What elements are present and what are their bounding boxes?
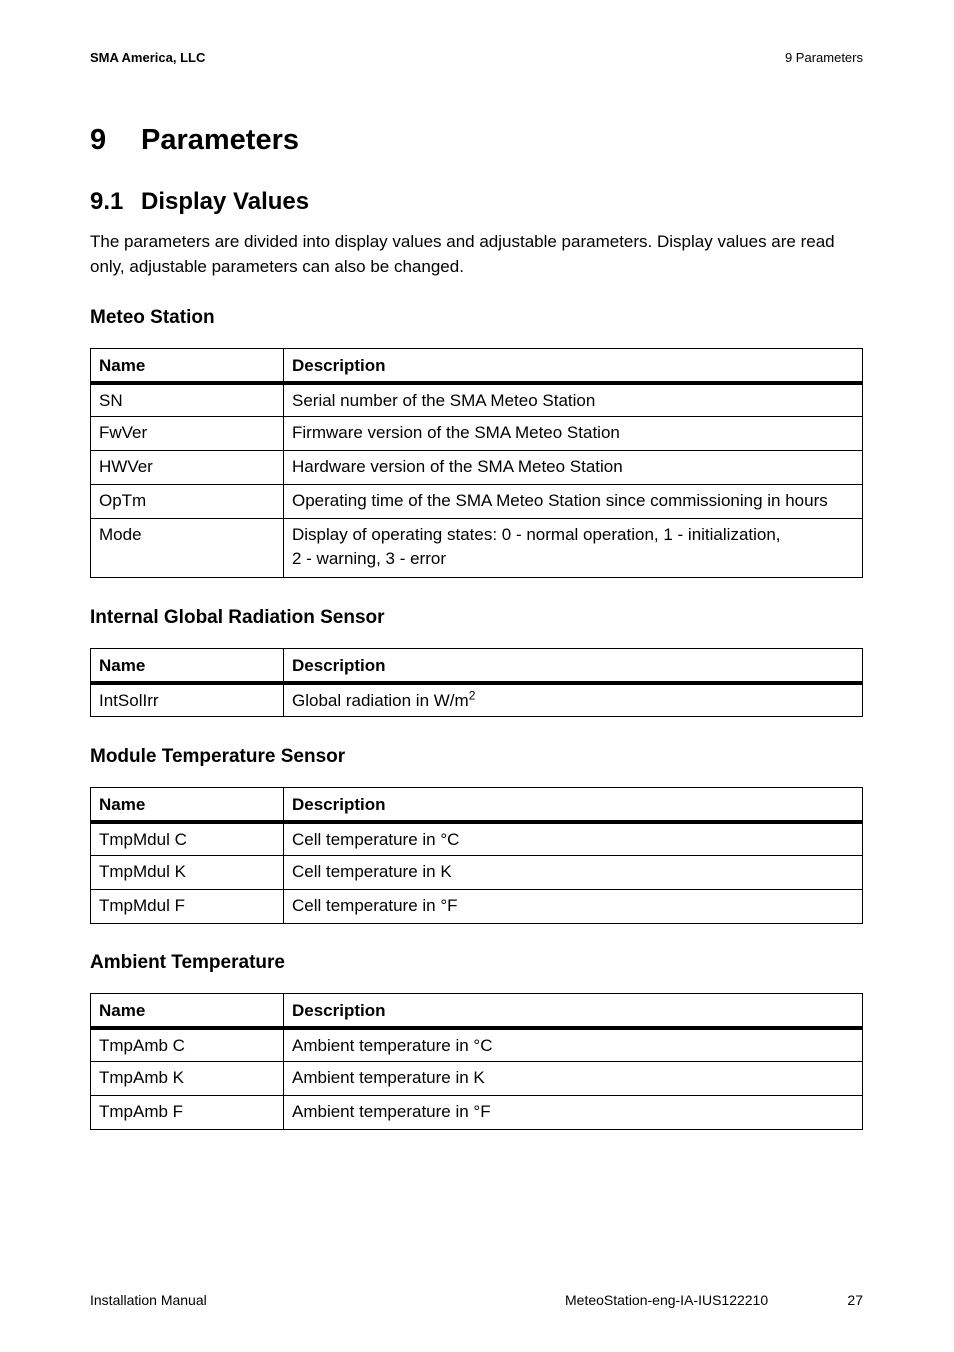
table-row	[91, 822, 863, 856]
table-header-row	[91, 649, 863, 683]
param-name: HWVer	[91, 451, 284, 485]
header-company: SMA America, LLC	[90, 50, 206, 65]
intro-paragraph: The parameters are divided into display values and adjustable parameters. Display values are read only, adjustable parameters can also be changed.	[90, 232, 835, 276]
param-name: IntSolIrr	[91, 683, 284, 717]
section-number: 9.1	[90, 188, 124, 215]
param-desc-text: Global radiation in W/m	[292, 690, 469, 710]
col-name-header: Name	[91, 788, 284, 822]
param-desc: Cell temperature in °C	[284, 822, 863, 856]
col-desc-header: Description	[284, 994, 863, 1028]
table-row	[91, 856, 863, 890]
param-desc: Serial number of the SMA Meteo Station	[284, 383, 863, 417]
section-title: Display Values	[141, 188, 310, 215]
section-heading	[90, 188, 309, 216]
param-name: TmpMdul F	[91, 890, 284, 924]
col-name-header: Name	[91, 649, 284, 683]
col-desc-header: Description	[284, 349, 863, 383]
footer-doc-id: MeteoStation-eng-IA-IUS122210	[565, 1292, 769, 1308]
table-row	[91, 519, 863, 578]
param-desc: Hardware version of the SMA Meteo Station	[284, 451, 863, 485]
param-name: TmpMdul C	[91, 822, 284, 856]
radiation-heading: Internal Global Radiation Sensor	[90, 607, 385, 628]
param-name: SN	[91, 383, 284, 417]
table-header-row	[91, 349, 863, 383]
chapter-title: Parameters	[141, 124, 299, 156]
ambient-heading: Ambient Temperature	[90, 952, 285, 973]
chapter-heading	[90, 124, 299, 157]
table-row	[91, 1028, 863, 1062]
table-header-row	[91, 994, 863, 1028]
param-desc: Ambient temperature in K	[284, 1062, 863, 1096]
param-desc: Ambient temperature in °C	[284, 1028, 863, 1062]
table-header-row	[91, 788, 863, 822]
param-desc	[284, 519, 863, 578]
param-name: TmpAmb C	[91, 1028, 284, 1062]
table-row	[91, 683, 863, 717]
header-section: 9 Parameters	[784, 50, 863, 65]
table-row	[91, 890, 863, 924]
chapter-number: 9	[90, 124, 107, 156]
param-name: TmpMdul K	[91, 856, 284, 890]
col-desc-header: Description	[284, 649, 863, 683]
param-name: FwVer	[91, 417, 284, 451]
param-desc: Cell temperature in °F	[284, 890, 863, 924]
radiation-table	[90, 648, 863, 717]
ambient-table	[90, 993, 863, 1130]
footer-page-number: 27	[847, 1292, 863, 1308]
module-heading: Module Temperature Sensor	[90, 746, 346, 767]
table-row	[91, 383, 863, 417]
param-name: TmpAmb F	[91, 1096, 284, 1130]
table-row	[91, 451, 863, 485]
param-name: Mode	[91, 519, 284, 578]
table-row	[91, 1062, 863, 1096]
superscript: 2	[468, 687, 476, 702]
col-name-header: Name	[91, 994, 284, 1028]
meteo-table	[90, 348, 863, 578]
param-desc	[284, 683, 863, 717]
param-desc: Firmware version of the SMA Meteo Station	[284, 417, 863, 451]
param-desc: Ambient temperature in °F	[284, 1096, 863, 1130]
param-desc: Operating time of the SMA Meteo Station since commissioning in hours	[284, 485, 863, 519]
table-row	[91, 417, 863, 451]
col-name-header: Name	[91, 349, 284, 383]
meteo-heading: Meteo Station	[90, 307, 215, 328]
param-name: TmpAmb K	[91, 1062, 284, 1096]
param-desc-line-2: 2 - warning, 3 - error	[292, 549, 446, 568]
param-name: OpTm	[91, 485, 284, 519]
footer-manual-title: Installation Manual	[90, 1292, 207, 1308]
module-table	[90, 787, 863, 924]
table-row	[91, 485, 863, 519]
table-row	[91, 1096, 863, 1130]
param-desc: Cell temperature in K	[284, 856, 863, 890]
col-desc-header: Description	[284, 788, 863, 822]
param-desc-line-1: Display of operating states: 0 - normal operation, 1 - initialization,	[292, 525, 781, 544]
